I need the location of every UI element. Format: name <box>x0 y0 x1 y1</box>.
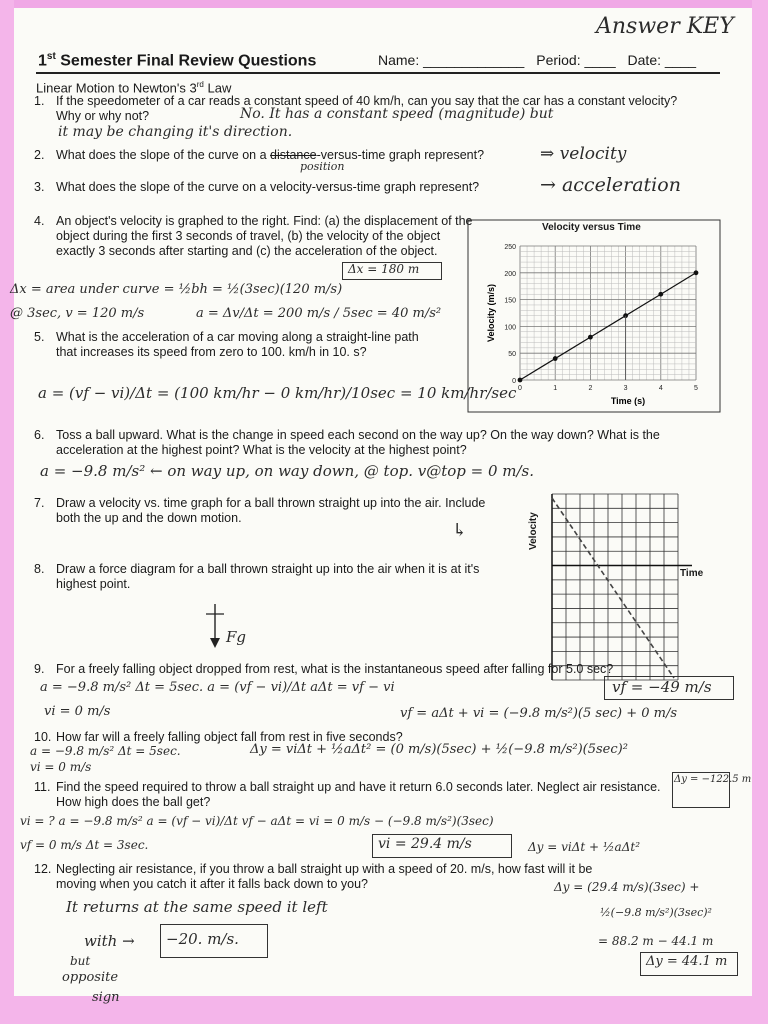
chart-title: Velocity versus Time <box>542 222 641 233</box>
data-point <box>518 378 523 383</box>
header-fields <box>378 52 696 68</box>
x-tick-label: 2 <box>588 385 593 392</box>
answer-12c: = 88.2 m − 44.1 m <box>598 934 714 948</box>
x-tick-label: 0 <box>518 385 522 392</box>
date-field: Date: ____ <box>627 52 697 68</box>
answer-12-box2-text: −20. m/s. <box>166 930 239 948</box>
answer-4b: @ 3sec, v = 120 m/s <box>10 306 145 321</box>
answer-11c: Δy = viΔt + ½aΔt² <box>528 840 641 854</box>
header-rule <box>36 72 720 74</box>
question-12: 12. Neglecting air resistance, if you throw a ball straight up with a speed of 20. m/s, how fast will it be moving when you catch it after it falls back down to you? <box>34 862 593 891</box>
answer-4c: a = Δv/Δt = 200 m/s / 5sec = 40 m/s² <box>196 306 442 321</box>
answer-6: a = −9.8 m/s² ← on way up, on way down, @ top. v@top = 0 m/s. <box>40 462 535 480</box>
answer-12e: with → <box>84 932 135 950</box>
x-tick-label: 1 <box>553 385 558 392</box>
answer-1a: No. It has a constant speed (magnitude) but <box>240 106 554 122</box>
question-9: 9. For a freely falling object dropped from rest, what is the instantaneous speed after falling for 5.0 sec? <box>34 662 614 676</box>
data-point <box>658 292 663 297</box>
question-5: 5. What is the acceleration of a car moving along a straight-line path that increases its speed from zero to 100. km/h in 10. s? <box>34 330 419 359</box>
answer-10b: vi = 0 m/s <box>30 760 92 774</box>
answer-key-label: Answer KEY <box>596 14 734 39</box>
answer-12d: It returns at the same speed it left <box>66 898 328 916</box>
x-tick-label: 3 <box>623 385 628 392</box>
answer-12-box-text: Δy = 44.1 m <box>646 954 728 969</box>
answer-5: a = (vf − vi)/Δt = (100 km/hr − 0 km/hr)/10sec = 10 km/hr/sec <box>38 384 517 402</box>
answer-3: → acceleration <box>540 174 681 196</box>
y-tick-label: 50 <box>508 351 516 359</box>
answer-12b: ½(−9.8 m/s²)(3sec)² <box>600 906 712 919</box>
y-tick-label: 0 <box>512 378 516 385</box>
question-11: 11. Find the speed required to throw a ball straight up and have it return 6.0 seconds later. Neglect air resistance. How high does the ball get? <box>34 780 661 809</box>
answer-9-box-text: vf = −49 m/s <box>612 678 712 696</box>
answer-12a: Δy = (29.4 m/s)(3sec) + <box>554 880 700 894</box>
answer-4-box-text: Δx = 180 m <box>348 262 420 276</box>
answer-10-box-text: Δy = −122.5 m <box>674 774 752 785</box>
period-field: Period: ____ <box>536 52 616 68</box>
answer-10c: Δy = viΔt + ½aΔt² = (0 m/s)(5sec) + ½(−9.8 m/s²)(5sec)² <box>250 742 628 757</box>
force-arrow-head <box>210 638 220 648</box>
question-10: 10. How far will a freely falling object fall from rest in five seconds? <box>34 730 403 744</box>
data-point <box>694 270 699 275</box>
x-axis-label: Time (s) <box>610 396 646 406</box>
answer-4a: Δx = area under curve = ½bh = ½(3sec)(120 m/s) <box>10 282 343 297</box>
question-3: 3. What does the slope of the curve on a velocity-versus-time graph represent? <box>34 180 480 194</box>
answer-9a: a = −9.8 m/s² Δt = 5sec. a = (vf − vi)/Δt aΔt = vf − vi <box>40 680 395 695</box>
sketch-svg <box>530 490 722 690</box>
y-axis-label: Velocity (m/s) <box>486 283 496 343</box>
question-4: 4. An object's velocity is graphed to the right. Find: (a) the displacement of the object during the first 3 seconds of travel, (b) the velocity of the object exactly 3 seconds after starting and (c) the acceleration of the object. <box>34 214 473 258</box>
answer-11-box-text: vi = 29.4 m/s <box>378 836 472 852</box>
answer-1b: it may be changing it's direction. <box>58 124 293 140</box>
answer-10a: a = −9.8 m/s² Δt = 5sec. <box>30 744 181 758</box>
answer-9c: vf = aΔt + vi = (−9.8 m/s²)(5 sec) + 0 m/s <box>400 706 678 721</box>
sketch-x-label: Time <box>680 568 704 579</box>
name-field: Name: _____________ <box>378 52 525 68</box>
velocity-time-sketch <box>530 490 722 690</box>
question-8: 8. Draw a force diagram for a ball thrown straight up into the air when it is at it's highest point. <box>34 562 480 591</box>
answer-11a: vi = ? a = −9.8 m/s² a = (vf − vi)/Δt vf − aΔt = vi = 0 m/s − (−9.8 m/s²)(3sec) <box>20 814 494 828</box>
question-6: 6. Toss a ball upward. What is the change in speed each second on the way up? On the way down? What is the acceleration at the highest point? What is the velocity at the highest point? <box>34 428 660 457</box>
answer-12h: sign <box>92 990 120 1005</box>
answer-2-correction: position <box>300 160 345 173</box>
question-7: 7. Draw a velocity vs. time graph for a ball thrown straight up into the air. Include both the up and the down motion. <box>34 496 486 525</box>
answer-7-arrow: ↳ <box>452 520 468 541</box>
answer-12g: opposite <box>62 970 119 985</box>
sketch-y-label: Velocity <box>528 512 539 550</box>
x-tick-label: 4 <box>658 385 663 392</box>
data-point <box>588 335 593 340</box>
y-tick-label: 100 <box>504 324 516 332</box>
y-tick-label: 200 <box>504 270 516 278</box>
section-title: Linear Motion to Newton's 3rd Law <box>36 80 232 96</box>
answer-2: ⇒ velocity <box>540 144 627 164</box>
question-2: 2. What does the slope of the curve on a distance-versus-time graph represent? <box>34 148 485 162</box>
force-label-fg: Fg <box>226 628 247 646</box>
y-tick-label: 250 <box>504 244 516 251</box>
answer-11b: vf = 0 m/s Δt = 3sec. <box>20 838 149 852</box>
data-point <box>553 356 558 361</box>
answer-12f: but <box>70 954 91 968</box>
y-tick-label: 150 <box>504 297 516 305</box>
question-1: 1. If the speedometer of a car reads a constant speed of 40 km/h, can you say that the car has a constant velocity? Why or why not? <box>34 94 678 123</box>
answer-9b: vi = 0 m/s <box>44 704 111 719</box>
x-tick-label: 5 <box>694 385 698 392</box>
page-title: 1st Semester Final Review Questions <box>38 51 317 70</box>
